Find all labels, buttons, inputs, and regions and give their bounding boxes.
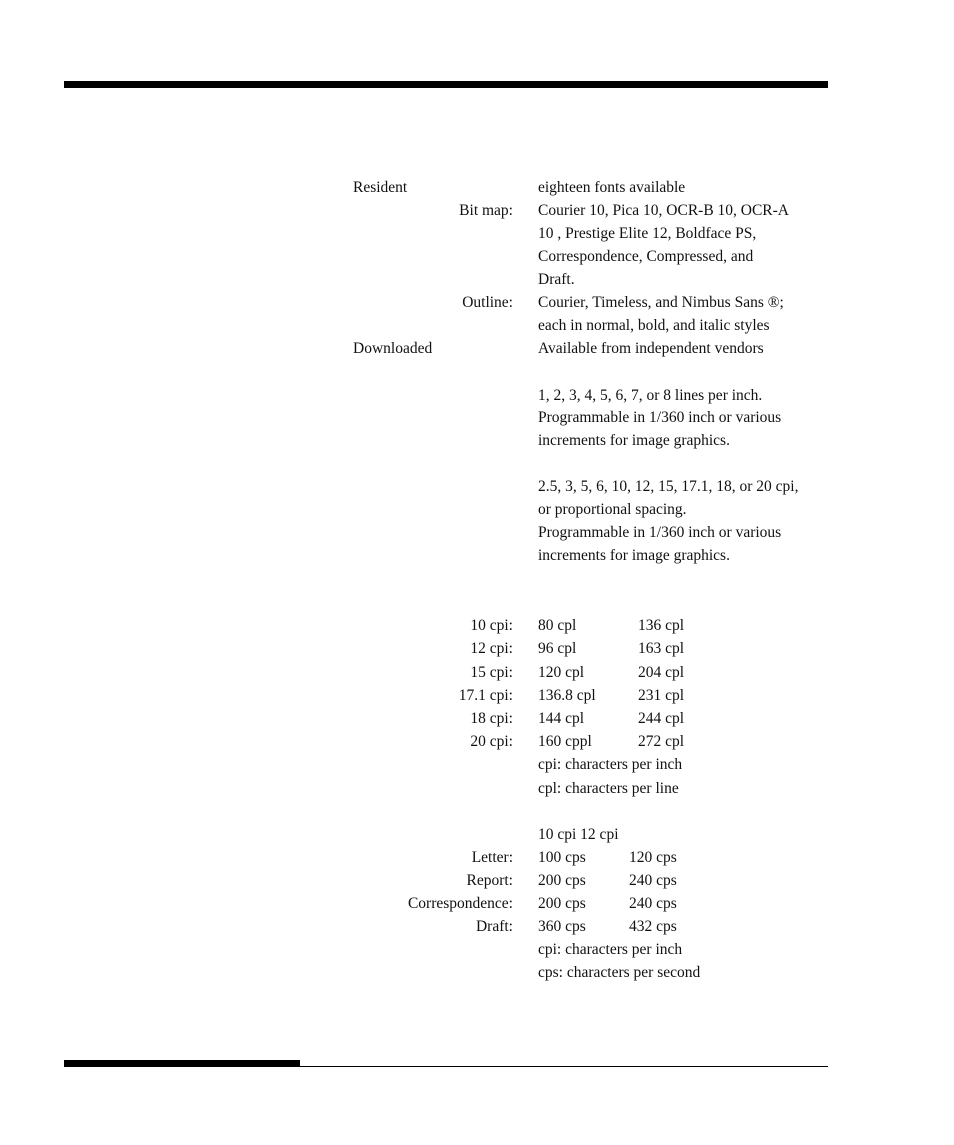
bitmap-line: Correspondence, Compressed, and <box>538 248 754 265</box>
line-length-label: 20 cpi: <box>470 733 513 750</box>
top-rule <box>64 81 828 88</box>
print-speed-label: Report: <box>466 872 513 889</box>
outline-line: Courier, Timeless, and Nimbus Sans ®; <box>538 294 784 311</box>
line-length-value: 160 cppl <box>538 733 592 750</box>
line-length-note: cpi: characters per inch <box>538 756 683 773</box>
print-speed-label: Letter: <box>471 849 513 866</box>
char-spacing-line: increments for image graphics. <box>538 547 730 564</box>
line-length-value: 244 cpl <box>638 710 685 727</box>
print-speed-value: 360 cps <box>538 918 586 935</box>
char-spacing-line: 2.5, 3, 5, 6, 10, 12, 15, 17.1, 18, or 20 cpi, <box>538 478 799 495</box>
line-length-label: 18 cpi: <box>470 710 513 727</box>
print-speed-note: cps: characters per second <box>538 964 701 981</box>
bitmap-line: Draft. <box>538 271 575 288</box>
line-length-value: 204 cpl <box>638 664 685 681</box>
line-spacing-line: Programmable in 1/360 inch or various <box>538 409 782 426</box>
outline-label: Outline: <box>462 294 513 311</box>
line-length-value: 96 cpl <box>538 640 577 657</box>
outline-line: each in normal, bold, and italic styles <box>538 317 770 334</box>
bitmap-label: Bit map: <box>459 202 513 219</box>
print-speed-value: 200 cps <box>538 895 586 912</box>
resident-label: Resident <box>353 179 408 196</box>
line-spacing-line: 1, 2, 3, 4, 5, 6, 7, or 8 lines per inch. <box>538 387 763 404</box>
print-speed-note: cpi: characters per inch <box>538 941 683 958</box>
line-spacing-line: increments for image graphics. <box>538 432 730 449</box>
bitmap-line: Courier 10, Pica 10, OCR-B 10, OCR-A <box>538 202 790 219</box>
line-length-label: 12 cpi: <box>470 640 513 657</box>
line-length-value: 136.8 cpl <box>538 687 596 704</box>
line-length-label: 15 cpi: <box>470 664 513 681</box>
downloaded-label: Downloaded <box>353 340 433 357</box>
print-speed-label: Draft: <box>475 918 513 935</box>
line-length-note: cpl: characters per line <box>538 780 679 797</box>
line-length-value: 231 cpl <box>638 687 685 704</box>
print-speed-value: 240 cps <box>629 872 677 889</box>
downloaded-value: Available from independent vendors <box>538 340 764 357</box>
line-length-value: 144 cpl <box>538 710 585 727</box>
print-speed-value: 100 cps <box>538 849 586 866</box>
print-speed-value: 200 cps <box>538 872 586 889</box>
line-length-value: 163 cpl <box>638 640 685 657</box>
char-spacing-line: or proportional spacing. <box>538 501 687 518</box>
line-length-value: 80 cpl <box>538 617 577 634</box>
print-speed-value: 120 cps <box>629 849 677 866</box>
bitmap-line: 10 , Prestige Elite 12, Boldface PS, <box>538 225 757 242</box>
line-length-label: 17.1 cpi: <box>458 687 513 704</box>
print-speed-value: 432 cps <box>629 918 677 935</box>
resident-value: eighteen fonts available <box>538 179 686 196</box>
char-spacing-line: Programmable in 1/360 inch or various <box>538 524 782 541</box>
print-speed-value: 240 cps <box>629 895 677 912</box>
footer-thick-rule <box>64 1060 300 1067</box>
line-length-value: 272 cpl <box>638 733 685 750</box>
line-length-value: 136 cpl <box>638 617 685 634</box>
line-length-value: 120 cpl <box>538 664 585 681</box>
print-speed-header: 10 cpi 12 cpi <box>538 826 619 843</box>
line-length-label: 10 cpi: <box>470 617 513 634</box>
print-speed-label: Correspondence: <box>407 895 513 912</box>
footer-thin-rule <box>300 1066 828 1067</box>
